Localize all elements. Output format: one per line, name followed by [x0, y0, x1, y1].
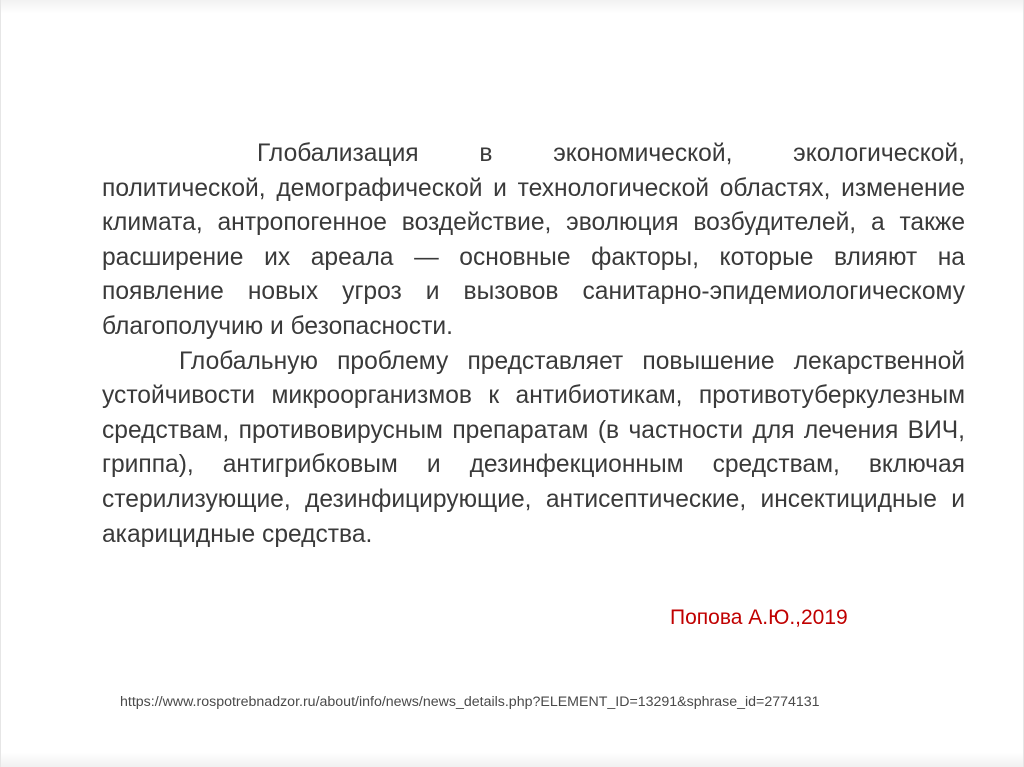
citation-author: Попова А.Ю.,2019 — [670, 606, 848, 629]
paragraph-drug-resistance: Глобальную проблему представляет повышение лекарственной устойчивости микроорганизмов к антибиотикам, противотуберкулезным средствам, противовирусным препаратам (в частности для лечения ВИЧ, гриппа), антигрибковым и дезинфекционным средствам, включая стерилизующие, дезинфицирующие, антисептические, инсектицидные и акарицидные средства. — [102, 347, 965, 548]
source-url-link[interactable]: https://www.rospotrebnadzor.ru/about/info/news/news_details.php?ELEMENT_ID=13291&sphrase_id=2774131 — [120, 694, 820, 710]
paragraph-globalization: Глобализация в экономической, экологической, политической, демографической и технологической областях, изменение климата, антропогенное воздействие, эволюция возбудителей, а также расширение их ареала — основные факторы, которые влияют на появление новых угроз и вызовов санитарно-эпидемиологическому благополучию и безопасности. — [102, 140, 965, 340]
main-text-block — [102, 137, 965, 552]
slide-bottom-shadow — [1, 753, 1023, 767]
slide-top-shadow — [1, 0, 1023, 14]
